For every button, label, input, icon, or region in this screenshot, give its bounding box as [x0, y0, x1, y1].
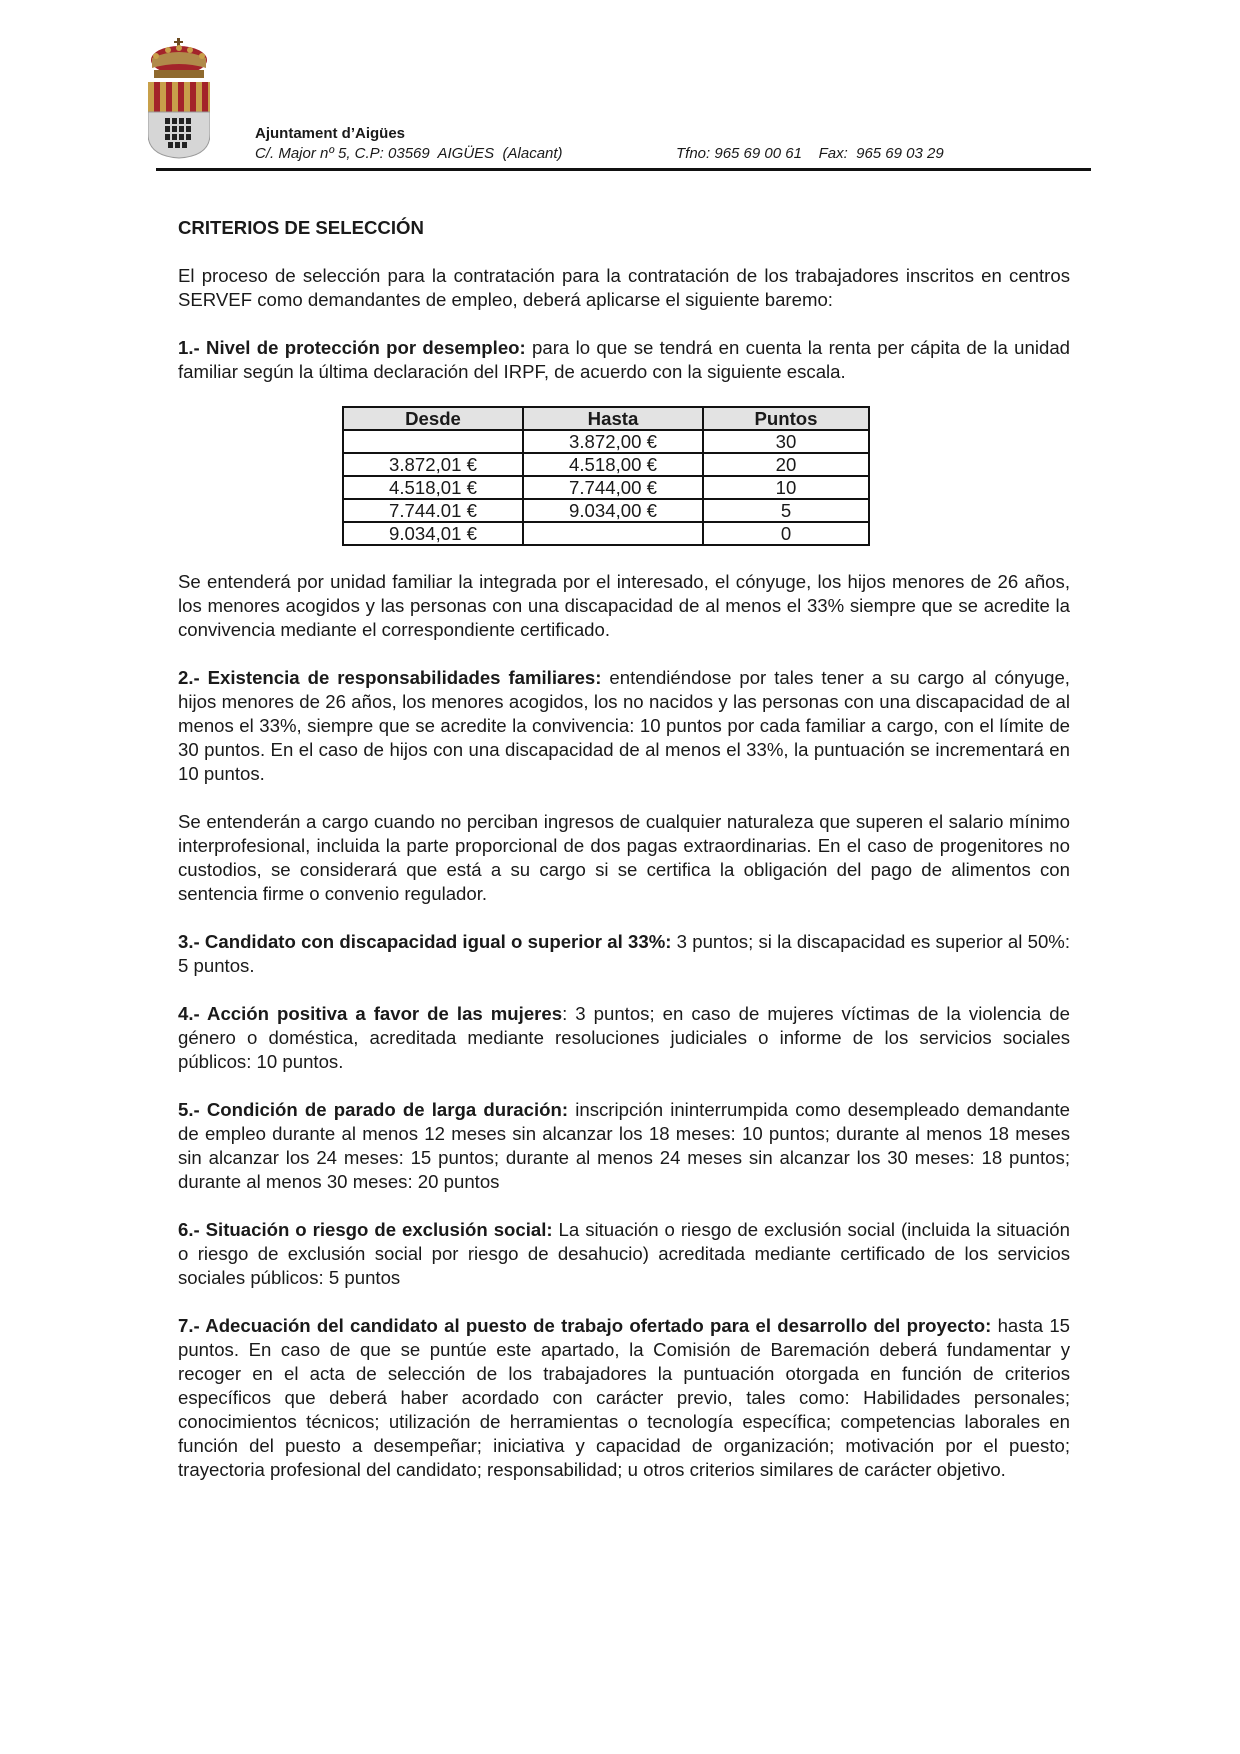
section-4 [178, 1002, 1070, 1074]
table-cell: 7.744.01 € [343, 499, 523, 522]
letterhead [148, 38, 1090, 172]
section-heading: 2.- Existencia de responsabilidades familiares: [178, 667, 602, 688]
section-text: inscripción ininterrumpida como desempleado demandante de empleo durante al menos 12 meses sin alcanzar los 18 meses: 10 puntos; durante al menos 18 meses sin alcanzar los 24 meses: 15 puntos; durante al menos 24 meses sin alcanzar los 30 meses: 18 puntos; durante al menos 30 meses: 20 puntos [178, 1099, 1070, 1192]
section-2 [178, 666, 1070, 786]
section-3 [178, 930, 1070, 978]
table-cell: 9.034,00 € [523, 499, 703, 522]
section-text: La situación o riesgo de exclusión social (incluida la situación o riesgo de exclusión social por riesgo de desahucio) acreditada mediante certificado de los servicios sociales públicos: 5 puntos [178, 1219, 1070, 1288]
column-header: Desde [343, 407, 523, 430]
section-text: 3 puntos; si la discapacidad es superior al 50%: 5 puntos. [178, 931, 1070, 976]
coat-of-arms-logo [148, 38, 210, 160]
table-cell: 30 [703, 430, 869, 453]
table-cell: 9.034,01 € [343, 522, 523, 545]
table-cell [523, 522, 703, 545]
section-5 [178, 1098, 1070, 1194]
table-header-row [343, 407, 869, 430]
section-7 [178, 1314, 1070, 1482]
table-row [343, 499, 869, 522]
table-cell: 4.518,01 € [343, 476, 523, 499]
table-cell: 0 [703, 522, 869, 545]
table-cell: 3.872,01 € [343, 453, 523, 476]
table-cell: 5 [703, 499, 869, 522]
section-text: : 3 puntos; en caso de mujeres víctimas de la violencia de género o doméstica, acreditada mediante resoluciones judiciales o informe de los servicios sociales públicos: 10 puntos. [178, 1003, 1070, 1072]
table-row [343, 522, 869, 545]
table-cell: 10 [703, 476, 869, 499]
table-row [343, 430, 869, 453]
section-text: para lo que se tendrá en cuenta la renta per cápita de la unidad familiar según la última declaración del IRPF, de acuerdo con la siguiente escala. [178, 337, 1071, 382]
organization-phone-fax: Tfno: 965 69 00 61 Fax: 965 69 03 29 [676, 145, 944, 162]
table-row [343, 453, 869, 476]
income-points-table [342, 406, 870, 546]
table-cell: 4.518,00 € [523, 453, 703, 476]
document-body [178, 216, 1070, 1506]
dependents-paragraph: Se entenderán a cargo cuando no perciban ingresos de cualquier naturaleza que superen el salario mínimo interprofesional, incluida la parte proporcional de dos pagas extraordinarias. En el caso de progenitores no custodios, se considerará que está a su cargo si se certifica la obligación del pago de alimentos con sentencia firme o convenio regulador. [178, 811, 1070, 904]
section-text: hasta 15 puntos. En caso de que se puntúe este apartado, la Comisión de Baremación deberá fundamentar y recoger en el acta de selección de los trabajadores la puntuación otorgada en función de criterios específicos que deberá haber acordado con carácter previo, tales como: Habilidades personales; conocimientos técnicos; utilización de herramientas o tecnología específica; competencias laborales en función del puesto a desempeñar; iniciativa y capacidad de organización; motivación por el puesto; trayectoria profesional del candidato; responsabilidad; u otros criterios similares de carácter objetivo. [178, 1315, 1071, 1480]
column-header: Puntos [703, 407, 869, 430]
table-cell [343, 430, 523, 453]
organization-address: C/. Major nº 5, C.P: 03569 AIGÜES (Alacant) [255, 145, 563, 162]
table-row [343, 476, 869, 499]
organization-name: Ajuntament d’Aigües [255, 125, 406, 142]
section-heading: 4.- Acción positiva a favor de las mujeres [178, 1003, 563, 1024]
section-1 [178, 336, 1070, 384]
section-heading: 6.- Situación o riesgo de exclusión social: [178, 1219, 553, 1240]
table-cell: 3.872,00 € [523, 430, 703, 453]
table-cell: 7.744,00 € [523, 476, 703, 499]
table-cell: 20 [703, 453, 869, 476]
section-heading: 5.- Condición de parado de larga duración: [178, 1099, 569, 1120]
section-text: entendiéndose por tales tener a su cargo al cónyuge, hijos menores de 26 años, los menores acogidos, los no nacidos y las personas con una discapacidad de al menos el 33%, siempre que se acredite la convivencia: 10 puntos por cada familiar a cargo, con el límite de 30 puntos. En el caso de hijos con una discapacidad de al menos el 33%, la puntuación se incrementará en 10 puntos. [178, 667, 1070, 784]
section-heading: 3.- Candidato con discapacidad igual o superior al 33%: [178, 931, 672, 952]
document-title: CRITERIOS DE SELECCIÓN [178, 217, 424, 238]
column-header: Hasta [523, 407, 703, 430]
intro-paragraph: El proceso de selección para la contratación para la contratación de los trabajadores inscritos en centros SERVEF como demandantes de empleo, deberá aplicarse el siguiente baremo: [178, 265, 1070, 310]
section-6 [178, 1218, 1070, 1290]
section-heading: 1.- Nivel de protección por desempleo: [178, 337, 526, 358]
header-divider [156, 168, 1091, 171]
family-unit-paragraph: Se entenderá por unidad familiar la integrada por el interesado, el cónyuge, los hijos menores de 26 años, los menores acogidos y las personas con una discapacidad de al menos el 33% siempre que se acredite la convivencia mediante el correspondiente certificado. [178, 571, 1070, 640]
section-heading: 7.- Adecuación del candidato al puesto de trabajo ofertado para el desarrollo del proyecto: [178, 1315, 992, 1336]
